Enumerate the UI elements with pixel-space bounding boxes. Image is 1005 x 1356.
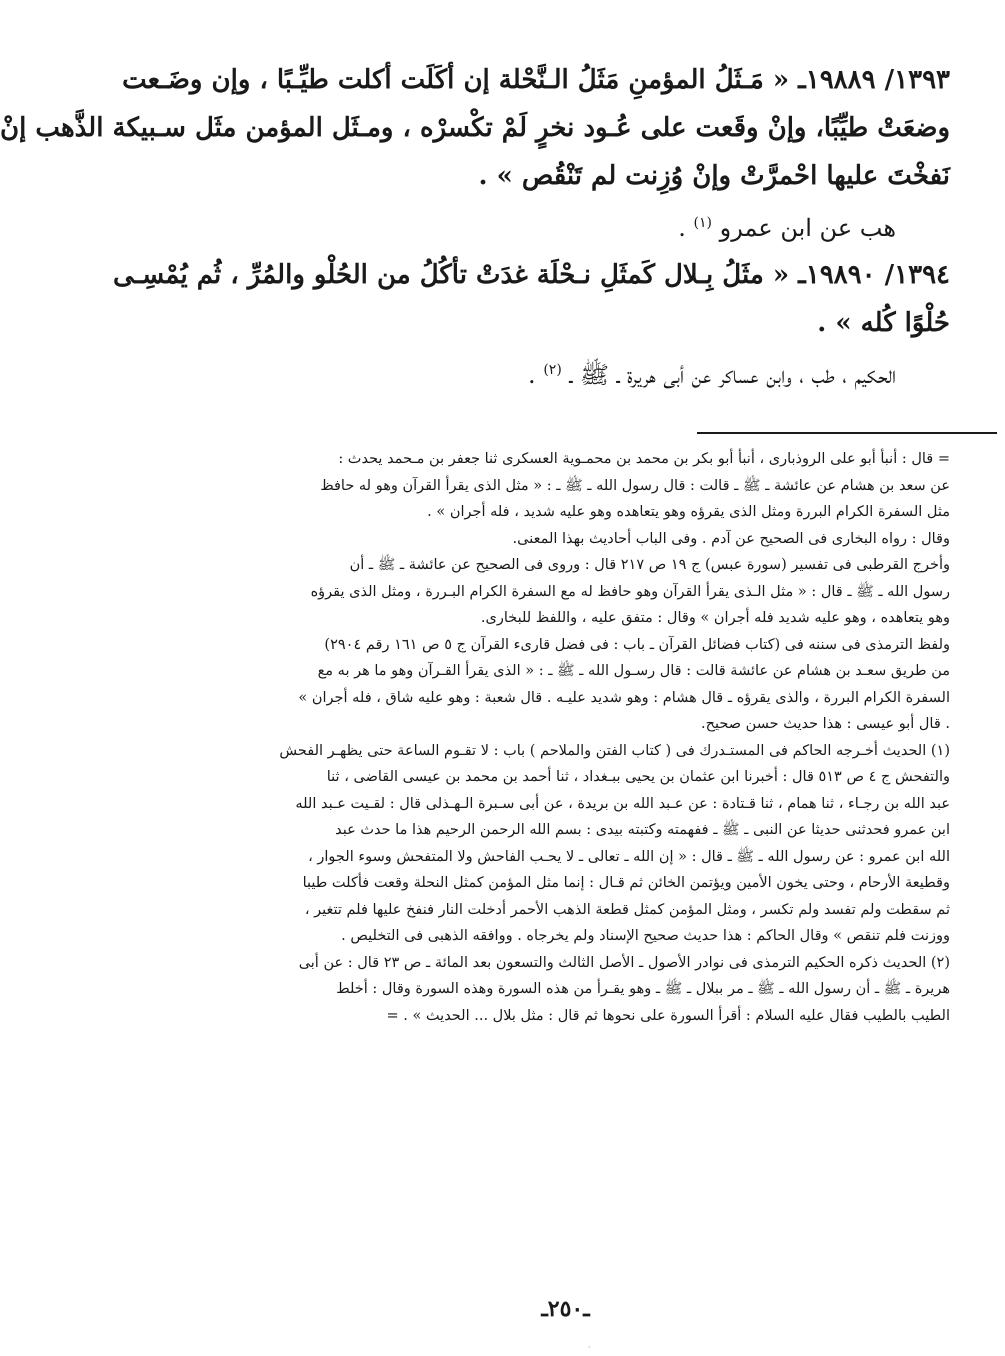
footnote-line: السفرة الكرام البررة ، والذى يقرؤه ـ قال هشام : وهو شديد عليـه . قال شعبة : وهو عليه شاق ، فله أجران » <box>298 689 950 706</box>
source-end: . <box>678 214 686 242</box>
footnote-line: هريرة ـ ﷺ ـ أن رسول الله ـ ﷺ ـ مر ببلال ـ ﷺ ـ وهو يقـرأ من هذه السورة وهذه السورة وقال : أخلط <box>336 981 950 997</box>
footnote-line: . قال أبو عيسى : هذا حديث حسن صحيح. <box>701 716 950 732</box>
page-number: ـ٢٥٠ـ <box>541 1296 590 1322</box>
page-mark: · <box>588 1343 591 1352</box>
footnote-line: (٢) الحديث ذكره الحكيم الترمذى فى نوادر الأصول ـ الأصل الثالث والتسعون بعد المائة ـ ص ٢٣ قال : عن أبى <box>298 954 950 971</box>
hadith-1394-source <box>170 347 950 398</box>
footnote-line: عبد الله بن رجـاء ، ثنا همام ، ثنا قـتادة : عن عـبد الله بن بريدة ، عن أبى سـبرة الـهـذلى قال : لقـيت عـبد الله <box>295 795 950 812</box>
footnote-marker: (٢) <box>543 362 562 378</box>
footnote-line: من طريق سعـد بن هشام عن عائشة قالت : قال رسـول الله ـ ﷺ ـ : « الذى يقرأ القـرآن وهو ما هر به مع <box>317 663 950 679</box>
footnote-line: = قال : أنبأ أبو على الروذبارى ، أنبأ أبو بكر بن محمد بن محمـوية العسكرى ثنا جعفر بن مـحمد يحدث : <box>338 451 950 467</box>
footnote-line: الطيب بالطيب فقال عليه السلام : أقرأ السورة على نحوها ثم قال : مثل بلال ... الحديث » . = <box>386 1007 950 1024</box>
hadith-1394 <box>112 251 950 398</box>
footnote-line: رسول الله ـ ﷺ ـ قال : « مثل الـذى يقرأ القرآن وهو حافظ له مع السفرة الكرام البـررة ، ومثل الذى يقرؤه <box>310 583 950 600</box>
footnote-line: ووزنت فلم تنقص » وقال الحاكم : هذا حديث صحيح الإسناد ولم يخرجاه . ووافقه الذهبى فى التخليص . <box>341 928 950 944</box>
footnote-line: الله ابن عمرو : عن رسول الله ـ ﷺ ـ قال : « إن الله ـ تعالى ـ لا يحـب الفاحش ولا المتفحش وسوء الجوار ، <box>308 848 950 865</box>
hadith-1393-line: نَفخْتَ عليها احْمرَّتْ وإنْ وُزِنت لم تَنْقُص » . <box>478 161 950 191</box>
footnote-line: ابن عمرو فحدثنى حديثا عن النبى ـ ﷺ ـ ففهمته وكتبته بيدى : بسم الله الرحمن الرحيم هذا ما حدث عبد <box>335 822 950 838</box>
hadith-1393 <box>0 56 950 251</box>
page-body <box>0 56 950 398</box>
footnote-line: ولفظ الترمذى فى سننه فى (كتاب فضائل القرآن ـ باب : فى فضل قارىء القرآن ج ٥ ص ١٦١ رقم ٢٩٠٤) <box>324 636 950 653</box>
footnote-line: وأخرج القرطبى فى تفسير (سورة عبس) ج ١٩ ص ٢١٧ قال : وروى فى الصحيح عن عائشة ـ ﷺ ـ أن <box>349 557 950 573</box>
footnote-line: عن سعد بن هشام عن عائشة ـ ﷺ ـ قالت : قال رسول الله ـ ﷺ ـ : « مثل الذى يقرأ القرآن وهو له حافظ <box>320 477 950 494</box>
footnote-line: ثم سقطت ولم تفسد ولم تكسر ، ومثل المؤمن كمثل قطعة الذهب الأحمر أدخلت النار فنفخ عليها فلم تتغير ، <box>304 901 950 918</box>
footnote-line: والتفحش ج ٤ ص ٥١٣ قال : أخبرنا ابن عثمان بن يحيى ببـغداد ، ثنا أحمد بن محمد بن عيسى القاضى ، ثنا <box>326 769 950 785</box>
footnote-line: مثل السفرة الكرام البررة ومثل الذى يقرؤه وهو يتعاهده وهو عليه شديد ، فله أجران » . <box>427 504 950 520</box>
footnote-marker: (١) <box>693 215 713 231</box>
footnote-line: وقطيعة الأرحام ، وحتى يخون الأمين ويؤتمن الخائن ثم قـال : إنما مثل المؤمن كمثل النحلة وقعت فأكلت طيبا <box>302 875 950 891</box>
hadith-1394-line: حُلْوًا كُله » . <box>817 308 950 338</box>
footnote-separator <box>697 432 997 434</box>
footnote-line: وقال : رواه البخارى فى الصحيح عن آدم . وفى الباب أحاديث بهذا المعنى. <box>512 530 950 547</box>
hadith-1394-line: ١٣٩٤/ ١٩٨٩٠ـ « مثَلُ بِـلال كَمثَلِ نـحْلَة غدَتْ تأكُلُ من الحُلْو والمُرِّ ، ثُم يُمْسِـى <box>112 260 950 290</box>
footnotes <box>170 446 950 1029</box>
source-text: هب عن ابن عمرو <box>719 214 896 242</box>
hadith-1393-source <box>170 200 950 251</box>
source-end: . <box>528 361 536 389</box>
hadith-1393-line: وضعَتْ طيِّبًا، وإنْ وقَعت على عُـود نخرٍ لَمْ تكْسرْه ، ومـثَل المؤمن مثَل سـبيكة الذَّهب إنْ <box>0 113 950 143</box>
hadith-1393-line: ١٣٩٣/ ١٩٨٨٩ـ « مَـثَلُ المؤمنِ مَثَلُ الـنَّحْلة إن أكَلَت أكلت طيِّـبًا ، وإن وضَـعت <box>122 65 950 95</box>
footnote-line: (١) الحديث أخـرجه الحاكم فى المستـدرك فى ( كتاب الفتن والملاحم ) باب : لا تقـوم الساعة حتى يظهـر الفحش <box>279 742 950 759</box>
source-text: الحكيم ، طب ، وابن عساكر عن أبى هريرة ـ ﷺ ـ <box>569 361 896 389</box>
footnote-line: وهو يتعاهده ، وهو عليه شديد فله أجران » وقال : متفق عليه ، واللفظ للبخارى. <box>480 610 950 626</box>
